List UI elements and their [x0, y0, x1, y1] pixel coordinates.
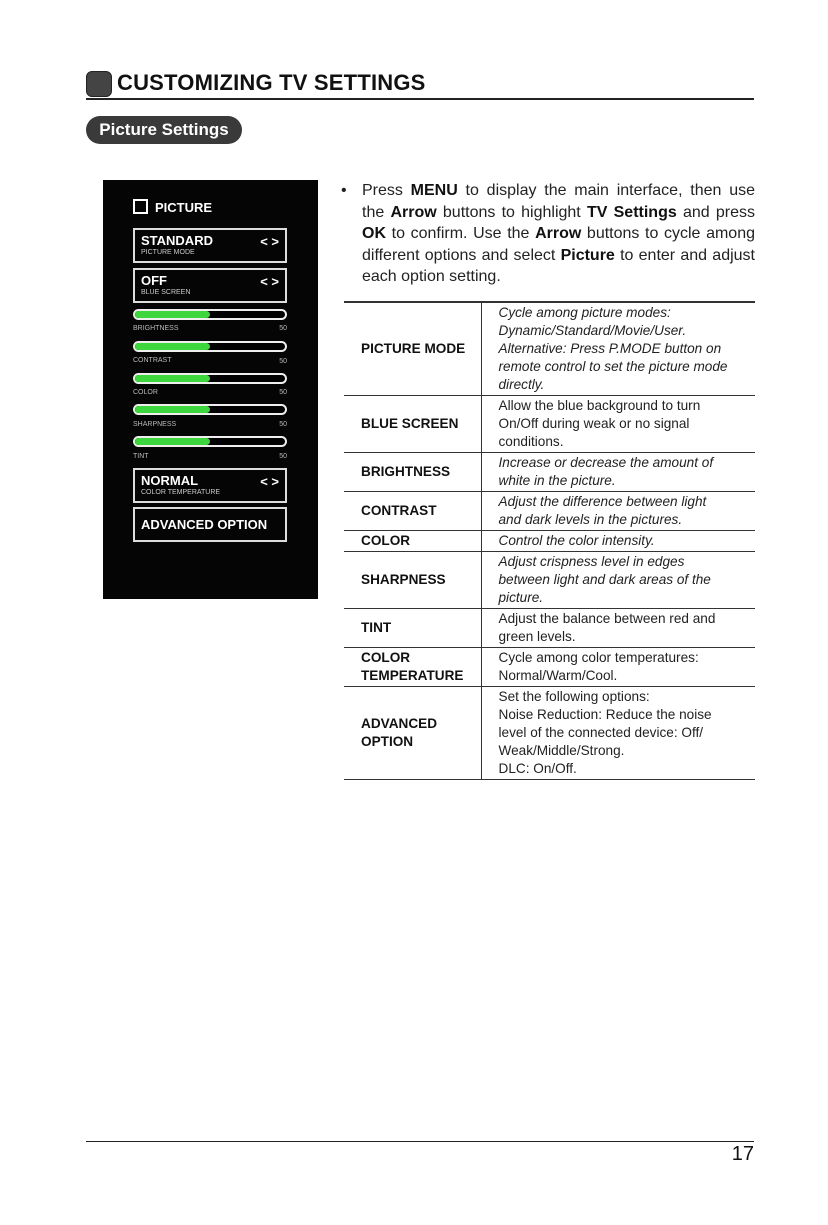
slider-fill — [135, 311, 210, 318]
slider-fill — [135, 406, 210, 413]
picture-mode-label: PICTURE MODE — [141, 249, 195, 256]
slider-label: CONTRAST — [133, 357, 172, 364]
sharpness-slider — [133, 404, 287, 415]
table-row — [344, 687, 755, 780]
setting-name: CONTRAST — [344, 492, 481, 531]
setting-name: COLOR TEMPERATURE — [344, 648, 481, 687]
setting-name: SHARPNESS — [344, 552, 481, 609]
setting-name: BLUE SCREEN — [344, 396, 481, 453]
setting-description: Adjust the balance between red and green levels. — [481, 609, 755, 648]
table-row — [344, 453, 755, 492]
section-header — [86, 70, 754, 100]
arrows-icon: < > — [260, 274, 279, 289]
slider-value: 50 — [279, 389, 287, 396]
tv-menu-screenshot — [103, 180, 318, 599]
slider-value: 50 — [279, 358, 287, 365]
slider-value: 50 — [279, 453, 287, 460]
slider-value: 50 — [279, 421, 287, 428]
checkbox-icon — [133, 199, 148, 214]
instructions — [341, 180, 756, 288]
blue-screen-box — [133, 268, 287, 303]
slider-value: 50 — [279, 325, 287, 332]
slider-fill — [135, 375, 210, 382]
setting-description: Increase or decrease the amount of white in the picture. — [481, 453, 755, 492]
setting-description: Cycle among picture modes: Dynamic/Standard/Movie/User. Alternative: Press P.MODE button on remote control to set the picture mode directly. — [481, 302, 755, 396]
table-row — [344, 492, 755, 531]
bullet-icon: • — [341, 182, 347, 199]
picture-mode-box — [133, 228, 287, 263]
setting-description: Allow the blue background to turn On/Off during weak or no signal conditions. — [481, 396, 755, 453]
instruction-text: Press MENU to display the main interface, then use the Arrow buttons to highlight TV Settings and press OK to confirm. Use the Arrow buttons to cycle among different options and select Picture to enter and adjust each option setting. — [362, 182, 756, 285]
setting-name: TINT — [344, 609, 481, 648]
page-number: 17 — [731, 1143, 754, 1165]
setting-description: Control the color intensity. — [481, 531, 755, 552]
setting-name: COLOR — [344, 531, 481, 552]
table-row — [344, 609, 755, 648]
page-title: CUSTOMIZING TV SETTINGS — [117, 70, 426, 95]
color-temperature-value: NORMAL — [141, 473, 199, 488]
settings-table — [344, 301, 755, 780]
table-row — [344, 648, 755, 687]
setting-description: Adjust the difference between light and dark levels in the pictures. — [481, 492, 755, 531]
blue-screen-label: BLUE SCREEN — [141, 289, 191, 296]
slider-label: TINT — [133, 453, 149, 460]
setting-description: Cycle among color temperatures: Normal/Warm/Cool. — [481, 648, 755, 687]
advanced-option-label: ADVANCED OPTION — [141, 517, 268, 532]
color-slider — [133, 373, 287, 384]
setting-name: PICTURE MODE — [344, 302, 481, 396]
picture-mode-value: STANDARD — [141, 233, 213, 248]
setting-name: BRIGHTNESS — [344, 453, 481, 492]
table-row — [344, 302, 755, 396]
slider-fill — [135, 438, 210, 445]
square-bullet-icon — [86, 71, 112, 97]
setting-description: Adjust crispness level in edges between light and dark areas of the picture. — [481, 552, 755, 609]
slider-label: COLOR — [133, 389, 158, 396]
tint-slider — [133, 436, 287, 447]
table-row — [344, 531, 755, 552]
tv-menu-title: PICTURE — [155, 200, 213, 215]
advanced-option-box — [133, 507, 287, 542]
table-row — [344, 552, 755, 609]
setting-name: ADVANCED OPTION — [344, 687, 481, 780]
slider-label: BRIGHTNESS — [133, 325, 179, 332]
footer-rule — [86, 1141, 754, 1142]
blue-screen-value: OFF — [141, 273, 167, 288]
color-temperature-box — [133, 468, 287, 503]
setting-description: Set the following options: Noise Reduction: Reduce the noise level of the connected device: Off/ Weak/Middle/Strong. DLC: On/Off. — [481, 687, 755, 780]
brightness-slider — [133, 309, 287, 320]
contrast-slider — [133, 341, 287, 352]
slider-fill — [135, 343, 210, 350]
slider-label: SHARPNESS — [133, 421, 177, 428]
section-pill: Picture Settings — [86, 116, 242, 144]
color-temperature-label: COLOR TEMPERATURE — [141, 489, 221, 496]
arrows-icon: < > — [260, 234, 279, 249]
table-row — [344, 396, 755, 453]
arrows-icon: < > — [260, 474, 279, 489]
